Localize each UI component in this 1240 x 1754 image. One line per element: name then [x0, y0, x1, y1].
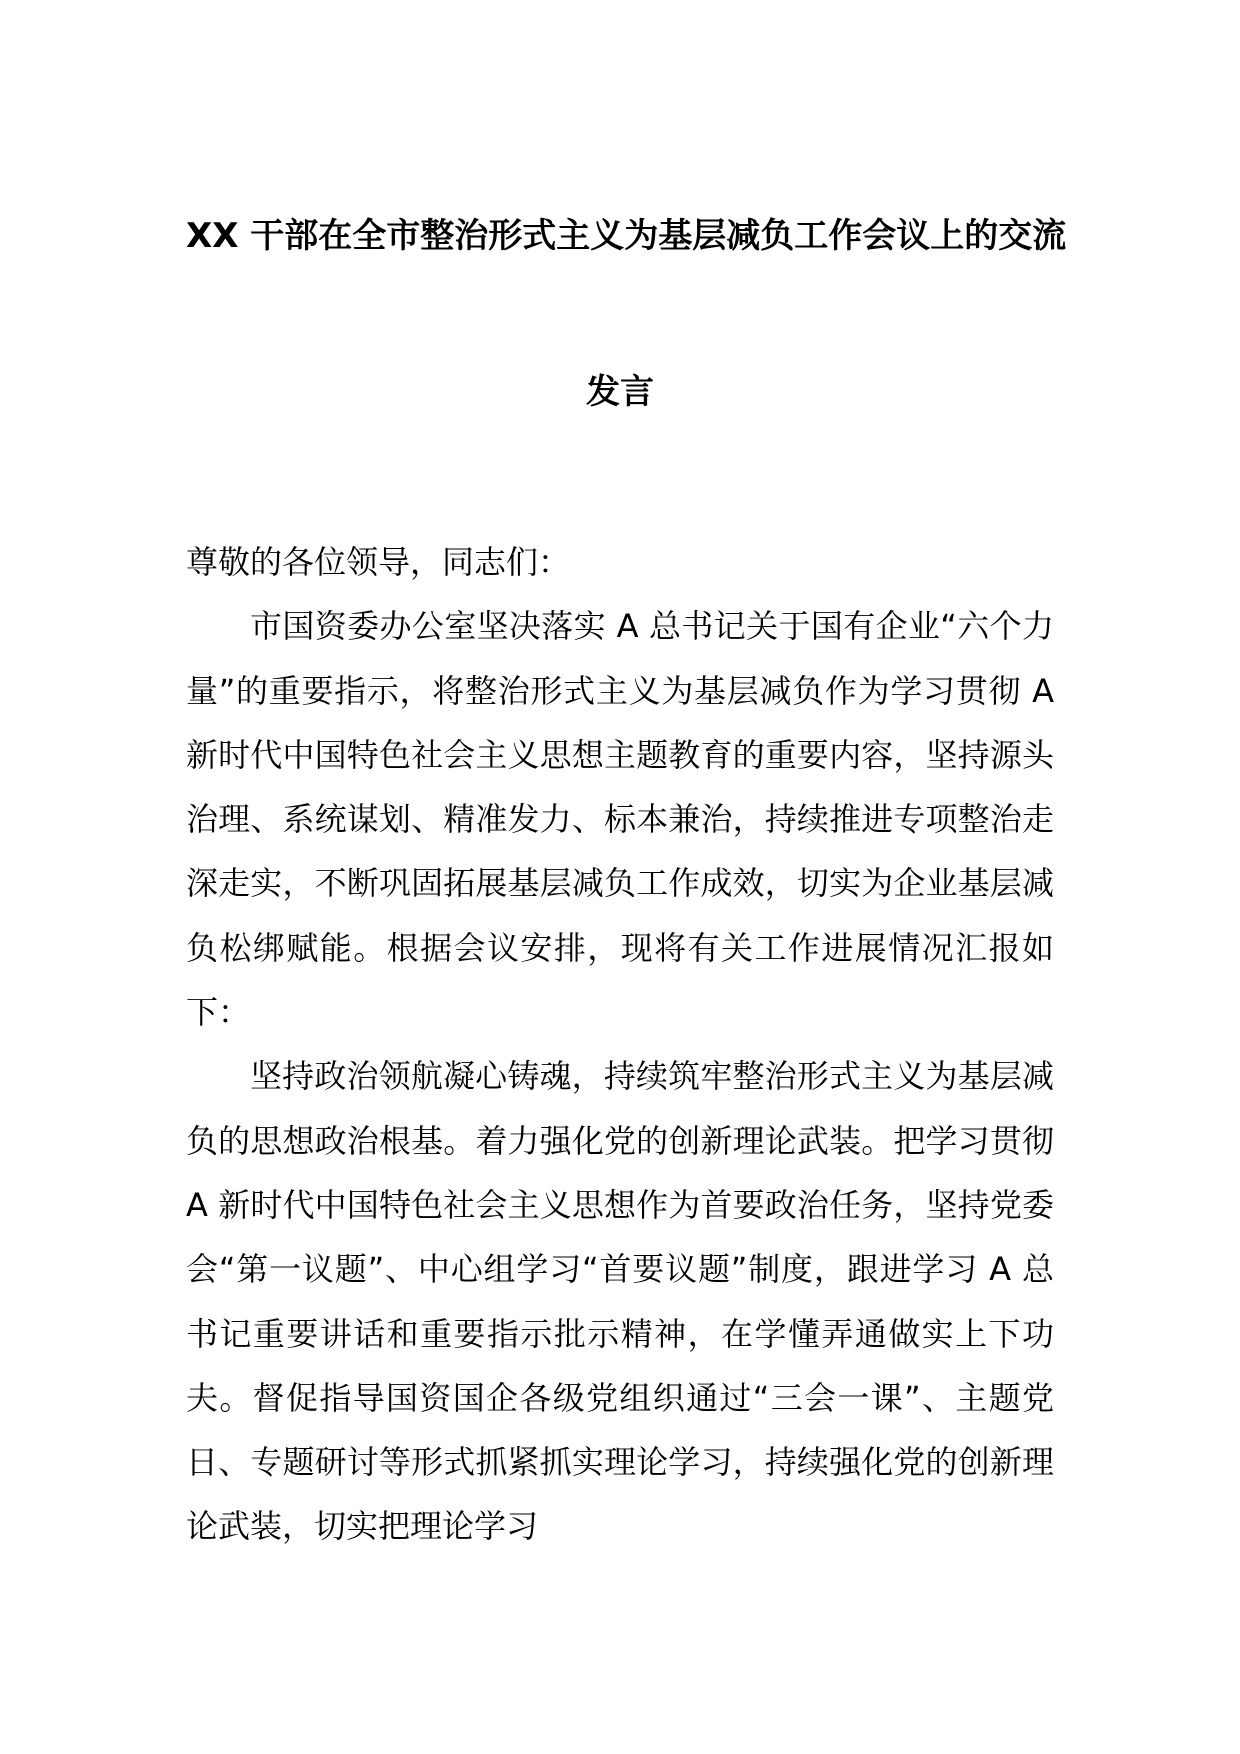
- document-title-line-1: XX 干部在全市整治形式主义为基层减负工作会议上的交流: [186, 216, 1067, 256]
- document-title-line-2: 发言: [586, 372, 654, 412]
- paragraph-1: 市国资委办公室坚决落实 A 总书记关于国有企业“六个力量”的重要指示，将整治形式主义为基层减负作为学习贯彻 A 新时代中国特色社会主义思想主题教育的重要内容，坚持源头治理、系统谋划、精准发力、标本兼治，持续推进专项整治走深走实，不断巩固拓展基层减负工作成效，切实为企业基层减负松绑赋能。根据会议安排，现将有关工作进展情况汇报如下：: [186, 607, 1054, 1032]
- paragraph-2: 坚持政治领航凝心铸魂，持续筑牢整治形式主义为基层减负的思想政治根基。着力强化党的创新理论武装。把学习贯彻 A 新时代中国特色社会主义思想作为首要政治任务，坚持党委会“第一议题”、中心组学习“首要议题”制度，跟进学习 A 总书记重要讲话和重要指示批示精神，在学懂弄通做实上下功夫。督促指导国资国企各级党组织通过“三会一课”、主题党日、专题研讨等形式抓紧抓实理论学习，持续强化党的创新理论武装，切实把理论学习: [186, 1057, 1054, 1546]
- salutation: 尊敬的各位领导，同志们：: [186, 543, 571, 581]
- document-body: [186, 530, 1054, 1559]
